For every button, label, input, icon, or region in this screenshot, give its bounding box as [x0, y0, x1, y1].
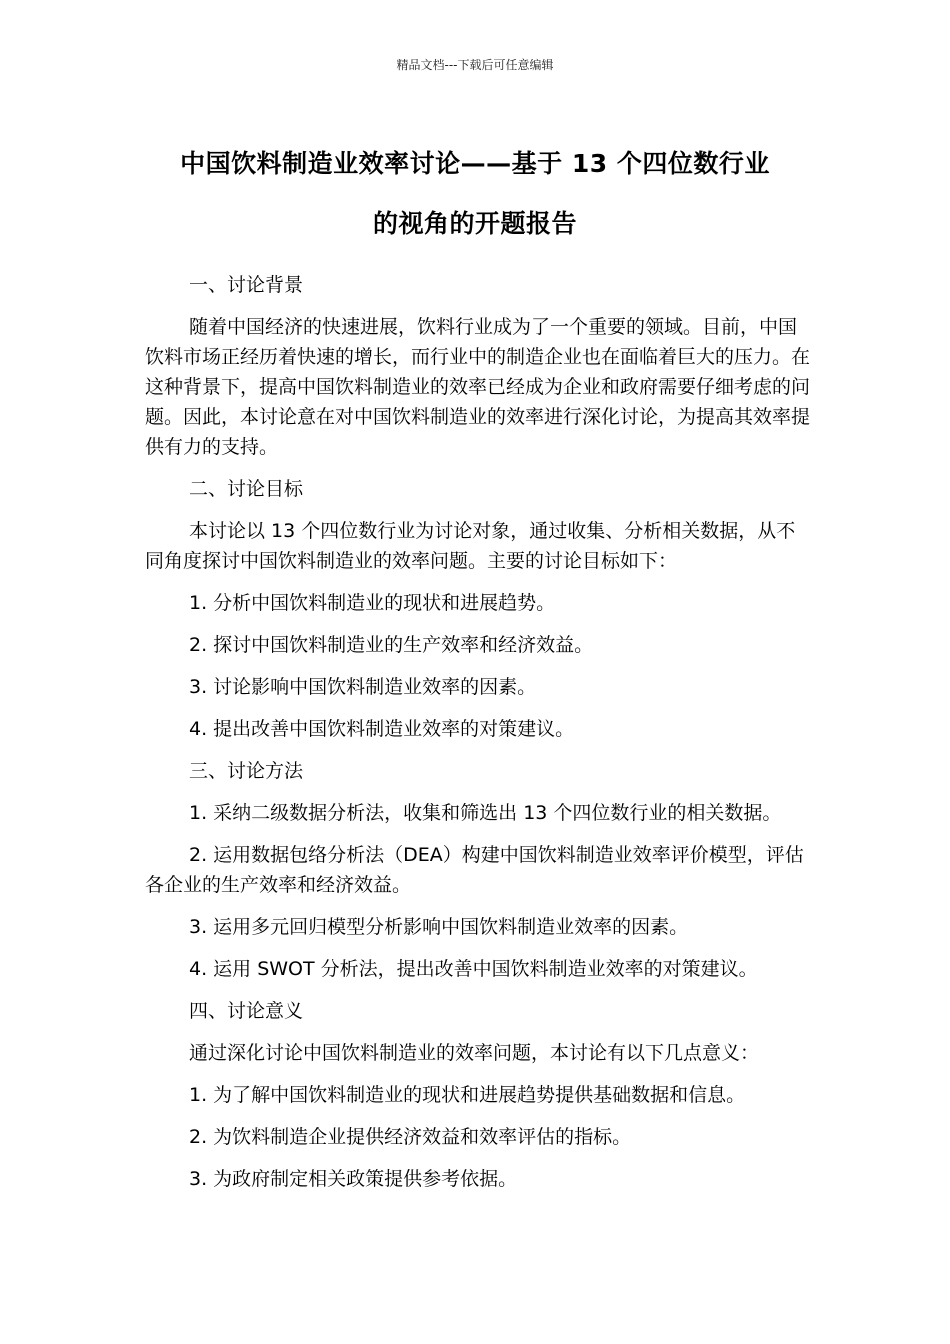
list-item-goal-2: 2. 探讨中国饮料制造业的生产效率和经济效益。 [189, 634, 594, 656]
page-header: 精品文档---下载后可任意编辑 [396, 58, 554, 72]
list-item-method-3: 3. 运用多元回归模型分析影响中国饮料制造业效率的因素。 [189, 916, 689, 938]
list-item-significance-2: 2. 为饮料制造企业提供经济效益和效率评估的指标。 [189, 1126, 632, 1148]
list-item-goal-4: 4. 提出改善中国饮料制造业效率的对策建议。 [189, 718, 575, 740]
paragraph-background: 随着中国经济的快速进展，饮料行业成为了一个重要的领域。目前，中国饮料市场正经历着快速的增长，而行业中的制造企业也在面临着巨大的压力。在这种背景下，提高中国饮料制造业的效率已经成为企业和政府需要仔细考虑的问题。因此，本讨论意在对中国饮料制造业的效率进行深化讨论，为提高其效率提供有力的支持。 [145, 316, 811, 458]
list-item-method-2: 2. 运用数据包络分析法（DEA）构建中国饮料制造业效率评价模型，评估各企业的生产效率和经济效益。 [145, 844, 804, 896]
list-item-goal-3: 3. 讨论影响中国饮料制造业效率的因素。 [189, 676, 537, 698]
list-item-method-1: 1. 采纳二级数据分析法，收集和筛选出 13 个四位数行业的相关数据。 [189, 802, 782, 824]
title-line-1: 中国饮料制造业效率讨论——基于 13 个四位数行业 [180, 149, 770, 178]
section-heading-methods: 三、讨论方法 [189, 760, 304, 782]
section-heading-background: 一、讨论背景 [189, 274, 304, 296]
paragraph-significance-intro: 通过深化讨论中国饮料制造业的效率问题，本讨论有以下几点意义： [189, 1042, 760, 1064]
list-item-significance-3: 3. 为政府制定相关政策提供参考依据。 [189, 1168, 518, 1190]
list-item-method-4: 4. 运用 SWOT 分析法，提出改善中国饮料制造业效率的对策建议。 [189, 958, 758, 980]
document-title [120, 134, 830, 254]
section-heading-goals: 二、讨论目标 [189, 478, 304, 500]
section-heading-significance: 四、讨论意义 [189, 1000, 304, 1022]
title-line-2: 的视角的开题报告 [372, 209, 577, 238]
document-body [145, 270, 810, 1206]
paragraph-goals-intro: 本讨论以 13 个四位数行业为讨论对象，通过收集、分析相关数据，从不同角度探讨中国饮料制造业的效率问题。主要的讨论目标如下： [145, 520, 796, 572]
list-item-goal-1: 1. 分析中国饮料制造业的现状和进展趋势。 [189, 592, 556, 614]
list-item-significance-1: 1. 为了解中国饮料制造业的现状和进展趋势提供基础数据和信息。 [189, 1084, 746, 1106]
